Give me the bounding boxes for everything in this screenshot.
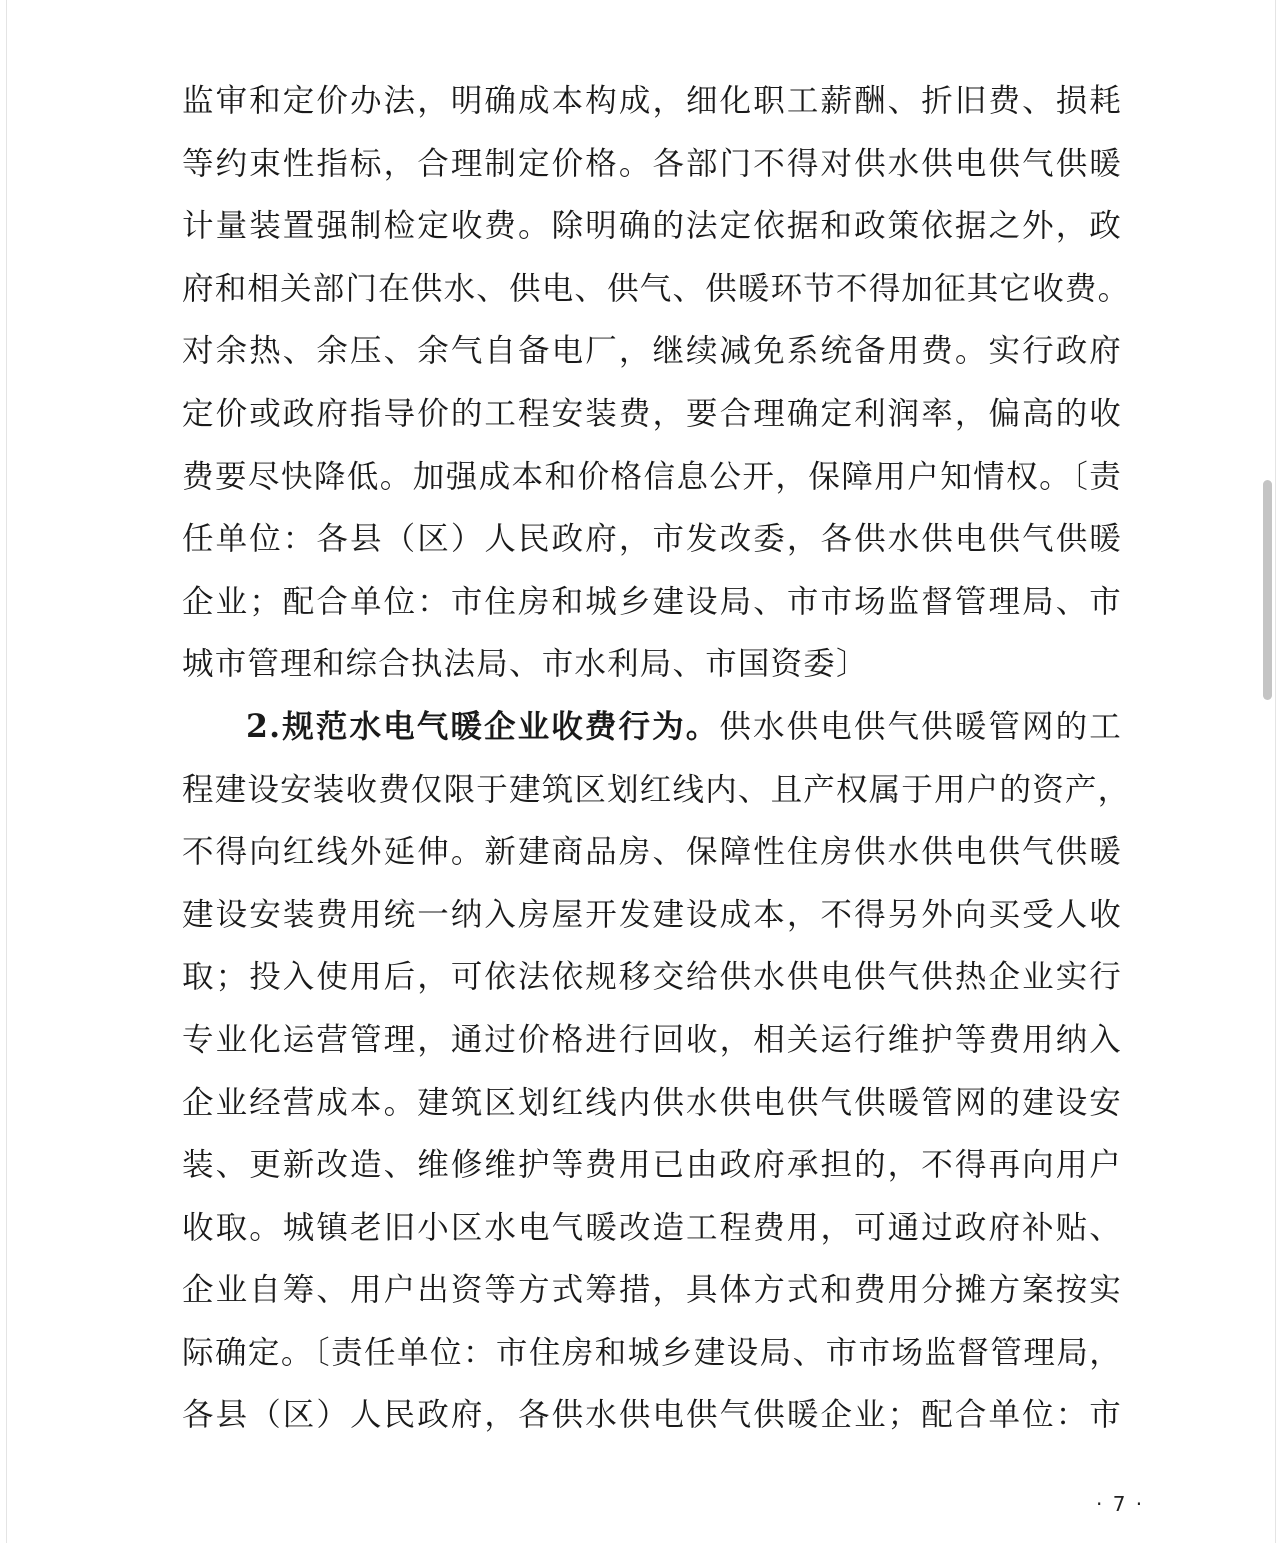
text-line: 任单位：各县（区）人民政府，市发改委，各供水供电供气供暖 (182, 521, 1122, 558)
text-line: 定价或政府指导价的工程安装费，要合理确定利润率，偏高的收 (182, 395, 1122, 432)
text-line: 城市管理和综合执法局、市水利局、市国资委〕 (182, 646, 869, 683)
text-line: 计量装置强制检定收费。除明确的法定依据和政策依据之外，政 (182, 208, 1122, 245)
page-number: · 7 · (1096, 1492, 1145, 1516)
text-line: 取；投入使用后，可依法依规移交给供水供电供气供热企业实行 (182, 959, 1122, 996)
scrollbar-thumb[interactable] (1263, 480, 1272, 700)
section-heading: 2.规范水电气暖企业收费行为。 (246, 707, 720, 745)
text-line: 对余热、余压、余气自备电厂，继续减免系统备用费。实行政府 (182, 333, 1122, 370)
text-line: 建设安装费用统一纳入房屋开发建设成本，不得另外向买受人收 (182, 896, 1122, 933)
text-line: 监审和定价办法，明确成本构成，细化职工薪酬、折旧费、损耗 (182, 83, 1122, 119)
document-body (182, 70, 1142, 1447)
text-line: 际确定。〔责任单位：市住房和城乡建设局、市市场监督管理局， (182, 1334, 1122, 1371)
text-line: 装、更新改造、维修维护等费用已由政府承担的，不得再向用户 (182, 1147, 1122, 1184)
text-line: 专业化运营管理，通过价格进行回收，相关运行维护等费用纳入 (182, 1021, 1122, 1058)
text-line: 费要尽快降低。加强成本和价格信息公开，保障用户知情权。〔责 (182, 458, 1122, 495)
text-line: 企业；配合单位：市住房和城乡建设局、市市场监督管理局、市 (182, 583, 1122, 620)
text-line: 府和相关部门在供水、供电、供气、供暖环节不得加征其它收费。 (182, 270, 1131, 307)
section-heading-rest: 供水供电供气供暖管网的工 (719, 708, 1123, 745)
text-line: 企业自筹、用户出资等方式筹措，具体方式和费用分摊方案按实 (182, 1272, 1122, 1309)
text-line: 等约束性指标，合理制定价格。各部门不得对供水供电供气供暖 (182, 145, 1122, 182)
text-line: 不得向红线外延伸。新建商品房、保障性住房供水供电供气供暖 (182, 834, 1122, 871)
text-line: 各县（区）人民政府，各供水供电供气供暖企业；配合单位：市 (182, 1397, 1122, 1434)
text-line: 收取。城镇老旧小区水电气暖改造工程费用，可通过政府补贴、 (182, 1209, 1122, 1246)
section-heading-line (182, 696, 1122, 759)
text-line: 企业经营成本。建筑区划红线内供水供电供气供暖管网的建设安 (182, 1084, 1122, 1121)
text-line: 程建设安装收费仅限于建筑区划红线内、且产权属于用户的资产， (182, 771, 1131, 808)
